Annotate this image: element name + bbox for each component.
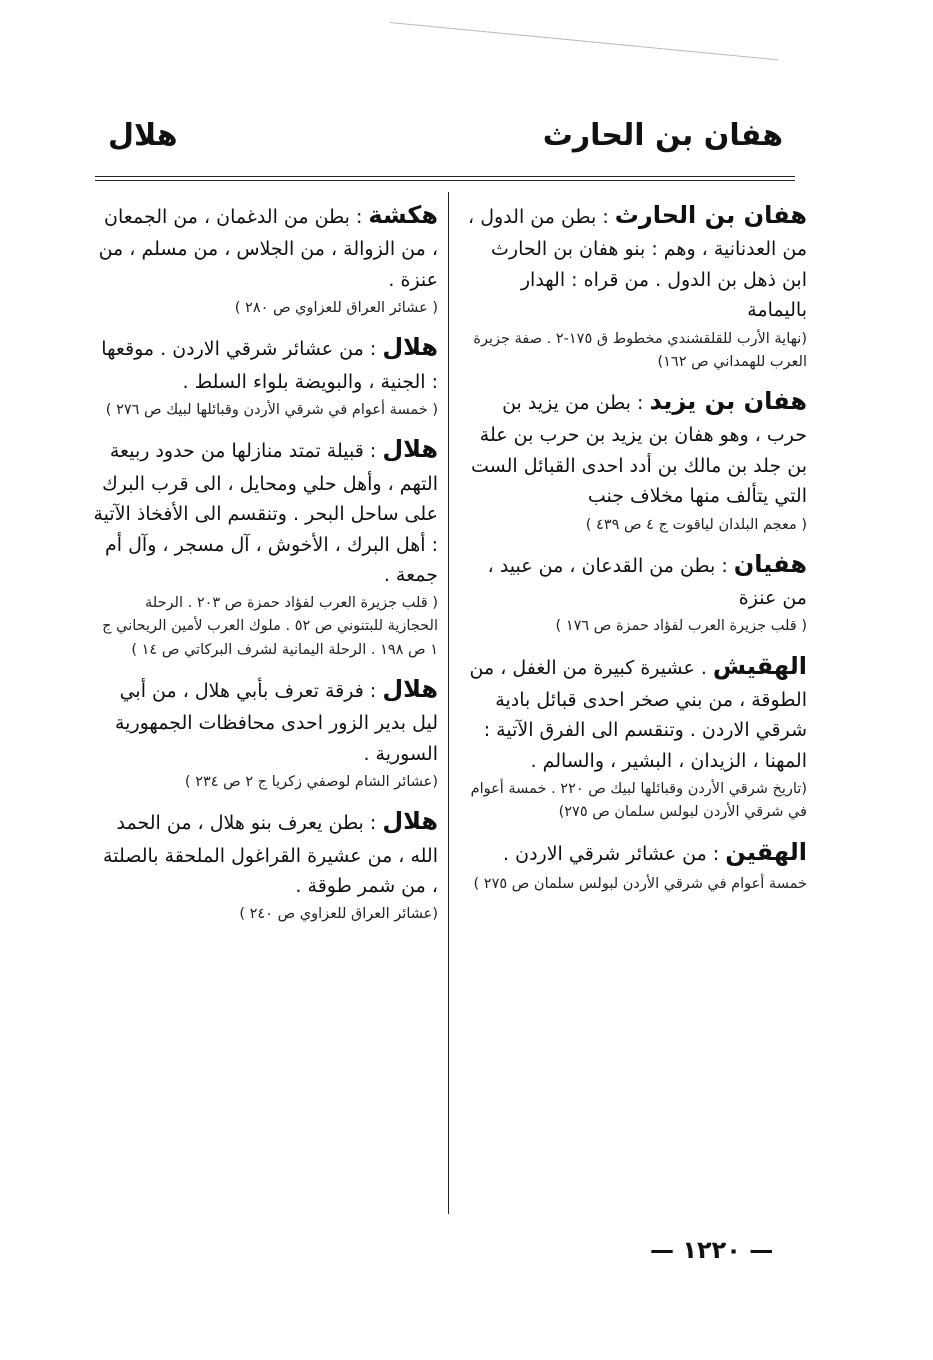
entry-headword: الهقيش: [712, 651, 807, 680]
entry-text: : بطن من الدغمان ، من الجمعان ، من الزوالة ، من الجلاس ، من مسلم ، من عنزة .: [98, 206, 438, 291]
page-number: — ١٢٢٠ —: [650, 1236, 774, 1264]
entry-headword: هفيان: [733, 549, 807, 578]
entry-text: : من عشائر شرقي الاردن . موقعها : الجنية ، والبويضة بلواء السلط .: [101, 338, 438, 393]
entry-headword: هلال: [382, 333, 438, 362]
entry: [462, 382, 807, 537]
entry-source: (نهاية الأرب للقلقشندي مخطوط ق ١٧٥-٢ . صفة جزيرة العرب للهمداني ص ١٦٢): [473, 330, 807, 370]
entry-source: ( خمسة أعوام في شرقي الأردن وقبائلها لبيك ص ٢٧٦ ): [105, 402, 438, 419]
entry: [462, 196, 807, 374]
entry-text: : بطن من يزيد بن حرب ، وهو هفان بن يزيد بن حرب بن علة بن جلد بن مالك بن أدد احدى القبائل الست التي يتألف منها مخلاف جنب: [471, 391, 807, 508]
entry-headword: هلال: [382, 807, 438, 836]
left-column: [93, 196, 438, 935]
entry: [93, 670, 438, 794]
entry-headword: هفان بن يزيد: [649, 386, 807, 415]
header-rule-top: [95, 176, 795, 177]
column-divider: [448, 192, 449, 1214]
entry-source: خمسة أعوام في شرقي الأردن لبولس سلمان ص ٢٧٥ ): [473, 875, 807, 892]
entry-headword: هلال: [382, 435, 438, 464]
running-head-left: هلال: [108, 118, 178, 153]
entry-source: ( قلب جزيرة العرب لفؤاد حمزة ص ١٧٦ ): [555, 618, 807, 635]
entry-source: ( معجم البلدان لياقوت ج ٤ ص ٤٣٩ ): [585, 516, 807, 533]
entry-source: (تاريخ شرقي الأردن وقبائلها لبيك ص ٢٢٠ . خمسة أعوام في شرقي الأردن لبولس سلمان ص ٢٧٥): [470, 781, 807, 821]
entry-text: : قبيلة تمتد منازلها من حدود ربيعة التهم ، وأهل حلي ومحايل ، الى قرب البرك على ساحل البحر . وتنقسم الى الأفخاذ الآتية : أهل البرك ، الأخوش ، آل مسجر ، وآل أم جمعة .: [93, 440, 438, 586]
entry-headword: الهقين: [725, 837, 807, 866]
header-rule-bottom: [95, 180, 795, 181]
entry-source: ( قلب جزيرة العرب لفؤاد حمزة ص ٢٠٣ . الرحلة الحجازية للبتنوني ص ٥٢ . ملوك العرب لأمين الريحاني ج ١ ص ١٩٨ . الرحلة اليمانية لشرف البركاتي ص ١٤ ): [102, 595, 438, 658]
right-column: [462, 196, 807, 904]
entry-text: : بطن من الدول ، من العدنانية ، وهم : بنو هفان بن الحارث ابن ذهل بن الدول . من قراه : الهدار باليمامة: [468, 206, 807, 322]
entry: [462, 647, 807, 825]
entry-source: ( عشائر العراق للعزاوي ص ٢٨٠ ): [234, 300, 438, 317]
entry-source: (عشائر العراق للعزاوي ص ٢٤٠ ): [239, 906, 438, 923]
entry: [93, 196, 438, 320]
entry: [93, 430, 438, 662]
entry-text: : فرقة تعرف بأبي هلال ، من أبي ليل بدير الزور احدى محافظات الجمهورية السورية .: [114, 679, 438, 765]
entry-headword: هلال: [382, 674, 438, 703]
entry-source: (عشائر الشام لوصفي زكريا ج ٢ ص ٢٣٤ ): [184, 774, 438, 791]
entry-headword: هفان بن الحارث: [614, 201, 807, 229]
entry-text: : من عشائر شرقي الاردن .: [503, 842, 720, 865]
entry-headword: هكشة: [368, 201, 438, 229]
entry: [462, 833, 807, 897]
entry: [462, 545, 807, 639]
entry: [93, 328, 438, 422]
entry-text: : بطن من القدعان ، من عبيد ، من عنزة: [487, 554, 807, 610]
scan-artifact-line: [390, 22, 778, 60]
entry-text: : بطن يعرف بنو هلال ، من الحمد الله ، من عشيرة القراغول الملحقة بالصلتة ، من شمر طوقة .: [103, 812, 438, 897]
entry-text: . عشيرة كبيرة من الغفل ، من الطوقة ، من بني صخر احدى قبائل بادية شرقي الاردن . وتنقسم الى الفرق الآتية : المهنا ، الزيدان ، البشير ، والسالم .: [469, 656, 807, 772]
running-head-right: هفان بن الحارث: [542, 118, 783, 153]
entry: [93, 802, 438, 926]
